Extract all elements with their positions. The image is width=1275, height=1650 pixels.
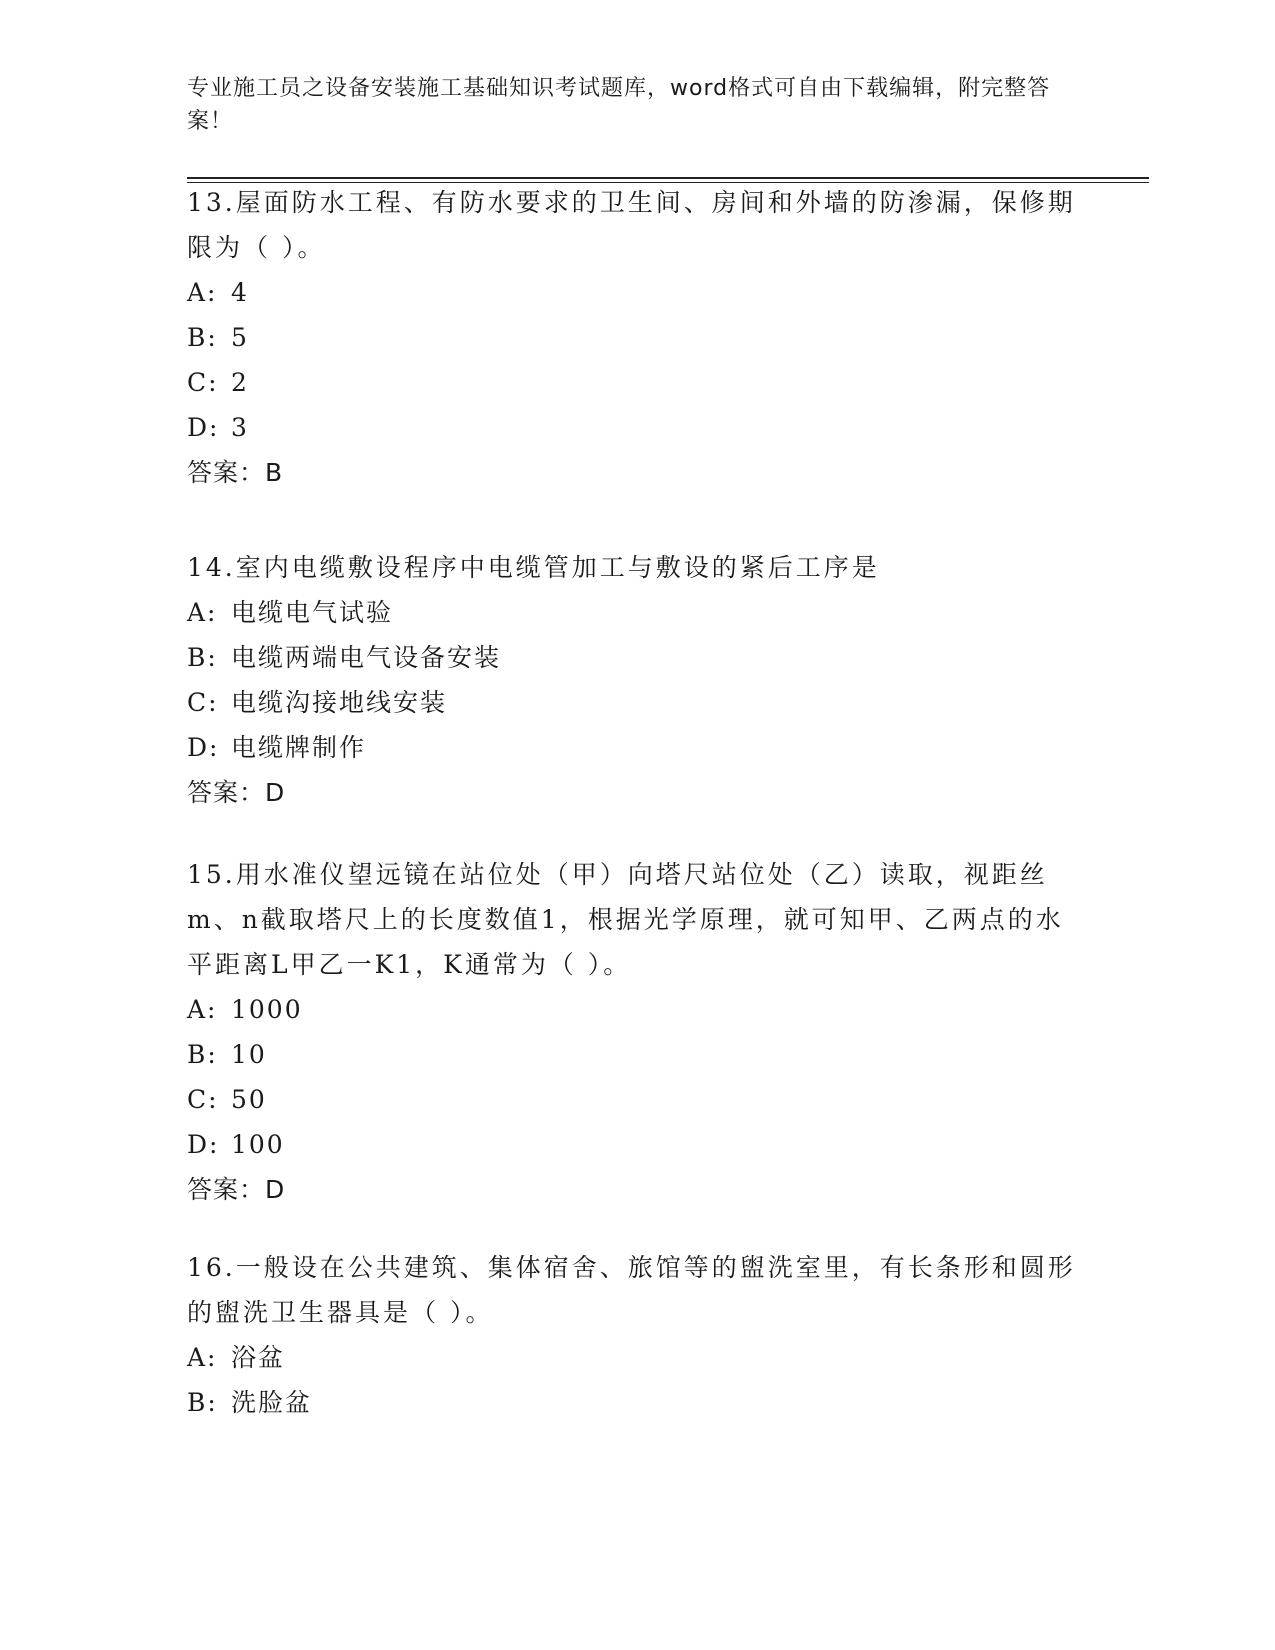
question-15: [187, 852, 1087, 1212]
option-text: 电缆牌制作: [231, 733, 367, 762]
option-key: D:: [187, 1130, 220, 1159]
header-divider: [187, 177, 1149, 179]
option-text: 1000: [231, 995, 303, 1024]
option-d: [187, 1122, 1087, 1167]
question-13: [187, 180, 1087, 495]
option-a: [187, 270, 1087, 315]
answer-line: 答案：B: [187, 458, 284, 487]
option-c: [187, 1077, 1087, 1122]
question-stem: 14.室内电缆敷设程序中电缆管加工与敷设的紧后工序是: [187, 553, 880, 582]
option-key: A:: [187, 995, 218, 1024]
option-d: [187, 725, 1087, 770]
question-stem: 13.屋面防水工程、有防水要求的卫生间、房间和外墙的防渗漏，保修期限为（ ）。: [187, 188, 1076, 262]
option-key: C:: [187, 368, 219, 397]
option-b: [187, 315, 1087, 360]
option-c: [187, 360, 1087, 405]
option-text: 3: [231, 413, 249, 442]
option-key: A:: [187, 278, 218, 307]
option-text: 2: [231, 368, 249, 397]
question-14: [187, 545, 1087, 815]
option-d: [187, 405, 1087, 450]
option-key: A:: [187, 1343, 218, 1372]
option-text: 100: [231, 1130, 285, 1159]
question-stem: 16.一般设在公共建筑、集体宿舍、旅馆等的盥洗室里，有长条形和圆形的盥洗卫生器具是（ ）。: [187, 1253, 1076, 1327]
option-b: [187, 635, 1087, 680]
option-key: D:: [187, 733, 220, 762]
option-key: B:: [187, 1388, 218, 1417]
option-key: B:: [187, 1040, 218, 1069]
option-key: C:: [187, 688, 219, 717]
question-16: [187, 1245, 1087, 1425]
option-a: [187, 590, 1087, 635]
option-text: 10: [231, 1040, 267, 1069]
option-key: D:: [187, 413, 220, 442]
option-text: 电缆电气试验: [231, 598, 394, 627]
option-text: 电缆两端电气设备安装: [231, 643, 502, 672]
option-key: B:: [187, 323, 218, 352]
option-text: 浴盆: [231, 1343, 286, 1372]
option-text: 洗脸盆: [231, 1388, 313, 1417]
option-b: [187, 1380, 1087, 1425]
option-key: B:: [187, 643, 218, 672]
option-b: [187, 1032, 1087, 1077]
option-c: [187, 680, 1087, 725]
option-text: 5: [231, 323, 249, 352]
option-key: A:: [187, 598, 218, 627]
document-header: 专业施工员之设备安装施工基础知识考试题库，word格式可自由下载编辑，附完整答案！: [187, 76, 1051, 134]
answer-line: 答案：D: [187, 778, 286, 807]
option-a: [187, 987, 1087, 1032]
option-a: [187, 1335, 1087, 1380]
question-stem: 15.用水准仪望远镜在站位处（甲）向塔尺站位处（乙）读取，视距丝m、n截取塔尺上的长度数值1，根据光学原理，就可知甲、乙两点的水平距离L甲乙一K1，K通常为（ ）。: [187, 860, 1064, 979]
option-text: 电缆沟接地线安装: [231, 688, 448, 717]
option-key: C:: [187, 1085, 219, 1114]
option-text: 4: [231, 278, 249, 307]
option-text: 50: [231, 1085, 267, 1114]
answer-line: 答案：D: [187, 1175, 286, 1204]
